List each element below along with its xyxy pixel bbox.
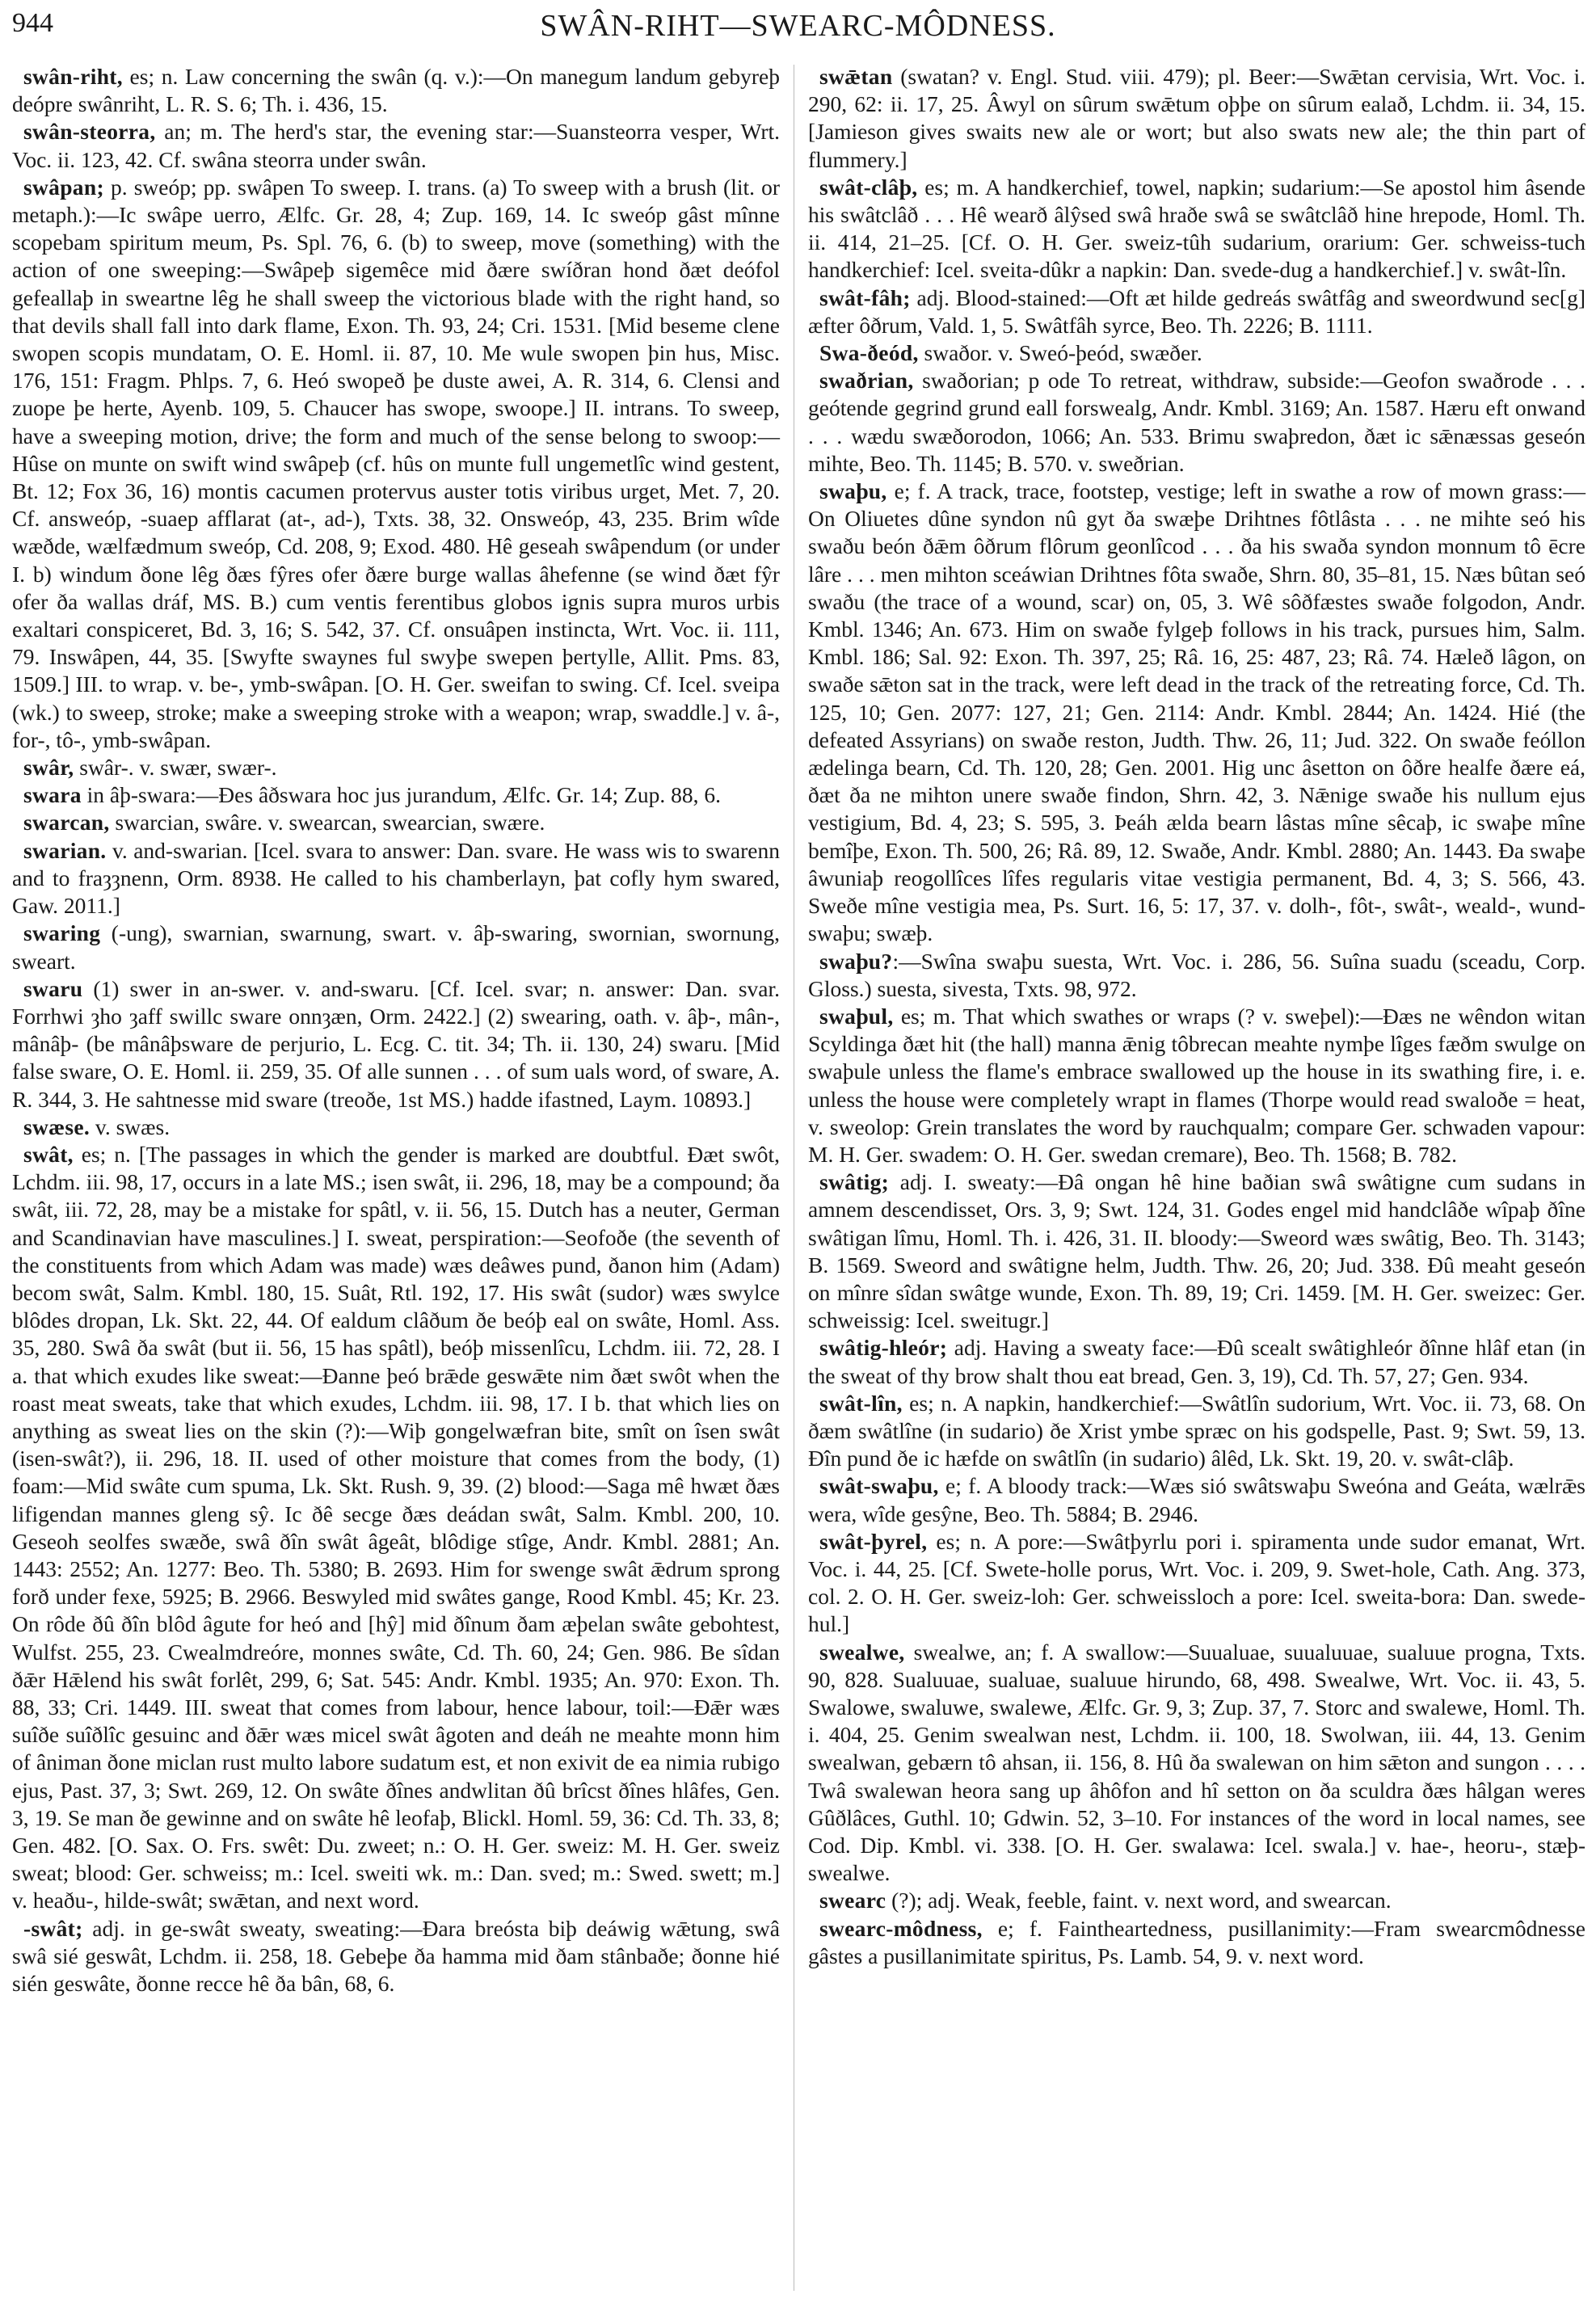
definition: swaðor. v. Sweó-þeód, swæðer. xyxy=(918,340,1202,366)
definition: :—Swîna swaþu suesta, Wrt. Voc. i. 286, 56. Suîna suadu (sceadu, Corp. Gloss.) suesta, sivesta, Txts. 98, 972. xyxy=(808,948,1585,1001)
dictionary-entry xyxy=(808,284,1585,339)
definition: es; n. Law concerning the swân (q. v.):—On manegum landum gebyreþ deópre swânriht, L. R. S. 6; Th. i. 436, 15. xyxy=(12,64,780,117)
definition: (swatan? v. Engl. Stud. viii. 479); pl. Beer:—Swǣtan cervisia, Wrt. Voc. i. 290, 62: ii. 17, 25. Âwyl on sûrum swǣtum oþþe on sûrum ealað, Lchdm. ii. 34, 15. [Jamieson gives swaits new ale or wort; but also swats new ale; the thin part of flummery.] xyxy=(808,64,1585,172)
headword: swaring xyxy=(23,920,101,946)
definition: swarcian, swâre. v. swearcan, swearcian, swære. xyxy=(109,810,545,836)
headword: swân-riht, xyxy=(23,64,123,89)
headword: swaðrian, xyxy=(819,368,914,394)
dictionary-entry xyxy=(12,975,780,1113)
headword: -swât; xyxy=(23,1915,83,1941)
definition: adj. Having a sweaty face:—Ðû scealt swâtighleór ðînne hlâf etan (in the sweat of thy brow shalt thou eat bread, Gen. 3, 19), Cd. Th. 57, 27; Gen. 934. xyxy=(808,1335,1585,1388)
headword: swǣtan xyxy=(819,64,893,89)
dictionary-entry xyxy=(808,339,1585,367)
definition: adj. Blood-stained:—Oft æt hilde gedreás swâtfâg and sweordwund sec[g] æfter ôðrum, Vald. 1, 5. Swâtfâh syrce, Beo. Th. 2226; B. 1111. xyxy=(808,284,1585,338)
headword: swân-steorra, xyxy=(23,119,156,145)
dictionary-entry xyxy=(808,1639,1585,1888)
headword: swealwe, xyxy=(819,1639,905,1665)
headword: swât-þyrel, xyxy=(819,1528,928,1554)
dictionary-entry xyxy=(808,1390,1585,1473)
dictionary-entry xyxy=(12,118,780,173)
dictionary-entry xyxy=(808,1334,1585,1389)
headword: swæse. xyxy=(23,1113,91,1139)
definition: adj. in ge-swât sweaty, sweating:—Ðara breósta biþ deáwig wǣtung, swâ swâ sié geswât, Lchdm. ii. 258, 18. Gebeþe ða hamma mid ðam stânbaðe; ðonne hié sién geswâte, ðonne recce hê ða bân, 68, 6. xyxy=(12,1915,780,1997)
headword: swaru xyxy=(23,975,83,1001)
definition: in âþ-swara:—Ðes âðswara hoc jus jurandum, Ælfc. Gr. 14; Zup. 88, 6. xyxy=(81,782,721,808)
page-title: SWÂN-RIHT—SWEARC-MÔDNESS. xyxy=(540,9,1056,43)
dictionary-entry xyxy=(808,63,1585,174)
headword: Swa-ðeód, xyxy=(819,340,919,366)
definition: an; m. The herd's star, the evening star:—Suansteorra vesper, Wrt. Voc. ii. 123, 42. Cf. swâna steorra under swân. xyxy=(12,119,780,172)
dictionary-entry xyxy=(12,1141,780,1915)
headword: swearc xyxy=(819,1888,886,1913)
definition: es; n. A pore:—Swâtþyrlu pori i. spiramenta unde sudor emanat, Wrt. Voc. i. 44, 25. [Cf. Swete-holle porus, Wrt. Voc. i. 209, 9. Swet-hole, Cath. Ang. 373, col. 2. O. H. Ger. sweiz-loh: Ger. schweissloch a pore: Icel. sweita-bora: Dan. swede-hul.] xyxy=(808,1528,1585,1637)
headword: swât-fâh; xyxy=(819,284,911,310)
definition: es; m. That which swathes or wraps (? v. sweþel):—Ðæs ne wêndon witan Scyldinga ðæt hit (the hall) manna ǣnig tôbrecan meahte nymþe lîges fæðm swulge on swaþule unless the flame's embrace swallowed up the house in its swathing fire, i. e. unless the house were completely wrapt in flames (Thorpe would read swaloðe = heat, v. sweolop: Grein translates the word by rauchqualm; compare Ger. schwaden vapour: M. H. Ger. swadem: O. H. Ger. swedan cremare), Beo. Th. 1568; B. 782. xyxy=(808,1003,1585,1167)
definition: e; f. Faintheartedness, pusillanimity:—Fram swearcmôdnesse gâstes a pusillanimitate spiritus, Ps. Lamb. 54, 9. v. next word. xyxy=(808,1915,1585,1968)
definition: es; m. A handkerchief, towel, napkin; sudarium:—Se apostol him âsende his swâtclâð . . . Hê wearð âlŷsed swâ hraðe swâ se swâtclâð hine hrepode, Homl. Th. ii. 414, 21–25. [Cf. O. H. Ger. sweiz-tûh sudarium, orarium: Ger. schweiss-tuch handkerchief: Icel. sveita-dûkr a napkin: Dan. svede-dug a handkerchief.] v. swât-lîn. xyxy=(808,174,1585,283)
headword: swara xyxy=(23,782,82,808)
dictionary-entry xyxy=(808,1472,1585,1527)
dictionary-entry xyxy=(808,174,1585,284)
dictionary-entry xyxy=(12,63,780,118)
dictionary-entry xyxy=(12,754,780,781)
headword: swearc-môdness, xyxy=(819,1915,983,1941)
definition: p. sweóp; pp. swâpen To sweep. I. trans. (a) To sweep with a brush (lit. or metaph.):—Ic swâpe uerro, Ælfc. Gr. 28, 4; Zup. 169, 14. Ic sweóp gâst mînne scopebam spiritum meum, Ps. Spl. 76, 6. (b) to sweep, move (something) with the action of one sweeping:—Swâpeþ sigemêce mid ðære swíðran hond ðæt deófol gefeallaþ in sweartne lêg he shall sweep the victorious blade with the right hand, so that devils shall fall into dark flame, Exon. Th. 93, 24; Cri. 1531. [Mid beseme clene swopen scopis mundatam, O. E. Homl. ii. 87, 10. Me wule swopen þin hus, Misc. 176, 151: Fragm. Phlps. 7, 6. Heó swopeð þe duste awei, A. R. 314, 6. Clensi and zuope þe herte, Ayenb. 109, 5. Chaucer has swope, swoope.] II. intrans. To sweep, have a sweeping motion, drive; the form and much of the sense belong to swoop:—Hûse on munte on swift wind swâpeþ (cf. hûs on munte full ungemetlîc wind gestent, Bt. 12; Fox 36, 16) montis cacumen protervus auster totis viribus urget, Met. 7, 20. Cf. answeóp, -suaep afflarat (at-, ad-), Txts. 38, 32. Onsweóp, 43, 235. Brim wîde wæðde, wælfædmum sweóp, Cd. 208, 9; Exod. 480. Hê geseah swâpendum (or under I. b) windum ðone lêg ðæs fŷres ofer ðære burge wallas âhefenne (se wind ðæt fŷr ofer ða wallas dráf, MS. B.) cum ventis ferentibus globos ignis supra muros urbis exaltari conspiceret, Bd. 3, 16; S. 542, 37. Cf. onsuâpen instincta, Wrt. Voc. ii. 111, 79. Inswâpen, 44, 35. [Swyfte swaynes ful swyþe swepen þertylle, Allit. Pms. 83, 1509.] III. to wrap. v. be-, ymb-swâpan. [O. H. Ger. sweifan to swing. Cf. Icel. sveipa (wk.) to sweep, stroke; make a sweeping stroke with a weapon; wrap, swaddle.] v. â-, for-, tô-, ymb-swâpan. xyxy=(12,174,780,752)
headword: swâtig-hleór; xyxy=(819,1335,948,1361)
headword: swaþul, xyxy=(819,1003,894,1029)
definition: e; f. A track, trace, footstep, vestige; left in swathe a row of mown grass:—On Oliuetes dûne syndon nû gyt ða swæþe Drihtnes fôtlâsta . . . ne mihte seó his swaðu beón ðǣm ôðrum flôrum geonlîcod . . . ða his swaða syndon monnum tô ēcre lâre . . . men mihton sceáwian Drihtnes fôta swaðe, Shrn. 80, 35–81, 15. Næs bûtan seó swaðu (the trace of a wound, scar) on, 05, 3. Wê sôðfæstes swaðe folgodon, Andr. Kmbl. 1346; An. 673. Him on swaðe fylgeþ follows in his track, pursues him, Salm. Kmbl. 186; Sal. 92: Exon. Th. 397, 25; Râ. 16, 25: 487, 23; Râ. 74. Hæleð lâgon, on swaðe sǣton sat in the track, were left dead in the track of the retreating force, Cd. Th. 125, 10; Gen. 2077: 127, 21; Gen. 2114: Andr. Kmbl. 2844; An. 1424. Hié (the defeated Assyrians) on swaðe reston, Judth. Thw. 26, 11; Jud. 322. On swaðe feóllon ædelinga bearn, Cd. Th. 120, 28; Gen. 2001. Hig unc âsetton on ôðre healfe ðære eá, ðæt ða ne mihton unere swaðe findon, Shrn. 42, 3. Nǣnige swaðe his nullum ejus vestigium, Bd. 4, 23; S. 595, 3. Þeáh ælda bearn lâstas mîne sêcaþ, ic swaþe mîne bemîþe, Exon. Th. 500, 26; Râ. 89, 12. Swaðe, Andr. Kmbl. 2880; An. 1443. Ða swaþe âwuniaþ reogollîces lîfes regularis vitae vestigia permanent, Bd. 4, 3; S. 566, 43. Sweðe mîne vestigia mea, Ps. Surt. 16, 5: 17, 37. v. dolh-, fôt-, swât-, weald-, wund-swaþu; swæþ. xyxy=(808,478,1585,946)
page-number: 944 xyxy=(12,8,53,38)
headword: swarian. xyxy=(23,837,107,863)
dictionary-entry xyxy=(12,837,780,920)
dictionary-entry xyxy=(12,809,780,836)
left-column xyxy=(12,63,780,1997)
headword: swaþu, xyxy=(819,478,887,504)
definition: swâr-. v. swær, swær-. xyxy=(74,755,277,781)
definition: (?); adj. Weak, feeble, faint. v. next word, and swearcan. xyxy=(886,1888,1392,1913)
definition: v. swæs. xyxy=(90,1113,171,1139)
headword: swaþu? xyxy=(819,948,893,974)
dictionary-entry xyxy=(808,367,1585,478)
dictionary-entry xyxy=(808,1003,1585,1168)
headword: swâtig; xyxy=(819,1169,890,1195)
definition: adj. I. sweaty:—Ðâ ongan hê hine baðian swâ swâtigne cum sudans in amnem descendisset, Ors. 3, 9; Swt. 124, 31. Godes engel mid handclâðe wîpaþ ðîne swâtigan lîmu, Homl. Th. i. 426, 31. II. bloody:—Sweord wæs swâtig, Beo. Th. 3143; B. 1569. Sweord and swâtigne helm, Judth. Thw. 26, 20; Jud. 338. Ðû meaht geseón on mînre sîdan swâtge wunde, Exon. Th. 89, 19; Cri. 1459. [M. H. Ger. sweizec: Ger. schweissig: Icel. sweitugr.] xyxy=(808,1169,1585,1333)
definition: (1) swer in an-swer. v. and-swaru. [Cf. Icel. svar; n. answer: Dan. svar. Forrhwi ȝho ȝaff swillc sware onnȝæn, Orm. 2422.] (2) swearing, oath. v. âþ-, mân-, mânâþ- (be mânâþsware de perjurio, L. Ecg. C. tit. 34; Th. ii. 130, 24) swaru. [Mid false sware, O. E. Homl. ii. 259, 35. Of alle sunnen . . . of sum uals word, of sware, A. R. 344, 3. He sahtnesse mid sware (treoðe, 1st MS.) hadde ifastned, Laym. 10893.] xyxy=(12,975,780,1112)
dictionary-entry xyxy=(808,948,1585,1003)
definition: v. and-swarian. [Icel. svara to answer: Dan. svare. He wass wis to swarenn and to fraȝȝnenn, Orm. 8938. He called to his chamberlayn, þat cofly hym swared, Gaw. 2011.] xyxy=(12,837,780,919)
dictionary-entry xyxy=(12,781,780,809)
dictionary-entry xyxy=(12,174,780,754)
definition: es; n. A napkin, handkerchief:—Swâtlîn sudorium, Wrt. Voc. ii. 73, 68. On ðæm swâtlîne (in sudario) ðe Xrist ymbe spræc on his godspelle, Past. 9; Swt. 59, 13. Ðîn pund ðe ic hæfde on swâtlîn (in sudario) âlêd, Lk. Skt. 19, 20. v. swât-clâþ. xyxy=(808,1390,1585,1471)
dictionary-entry xyxy=(808,1887,1585,1914)
definition: swaðorian; p ode To retreat, withdraw, subside:—Geofon swaðrode . . . geótende gegrind grund eall forswealg, Andr. Kmbl. 3169; An. 1587. Hæru eft onwand . . . wædu swæðorodon, 1066; An. 533. Brimu swaþredon, ðæt ic sǣnæssas geseón mihte, Beo. Th. 1145; B. 570. v. sweðrian. xyxy=(808,368,1585,476)
headword: swât, xyxy=(23,1141,74,1167)
dictionary-entry xyxy=(12,920,780,974)
headword: swarcan, xyxy=(23,810,110,836)
dictionary-entry xyxy=(12,1915,780,1998)
dictionary-entry xyxy=(808,1915,1585,1970)
headword: swât-swaþu, xyxy=(819,1473,939,1499)
dictionary-entry xyxy=(12,1113,780,1141)
dictionary-entry xyxy=(808,478,1585,947)
dictionary-entry xyxy=(808,1168,1585,1334)
definition: (-ung), swarnian, swarnung, swart. v. âþ-swaring, swornian, swornung, sweart. xyxy=(12,920,780,974)
headword: swât-clâþ, xyxy=(819,174,918,200)
definition: swealwe, an; f. A swallow:—Suualuae, suualuuae, sualuue progna, Txts. 90, 828. Sualuuae, sualuae, sualuue hirundo, 68, 498. Swealwe, Wrt. Voc. ii. 43, 5. Swalowe, swaluwe, swalewe, Ælfc. Gr. 9, 3; Zup. 37, 7. Storc and swalewe, Homl. Th. i. 404, 25. Genim swealwan nest, Lchdm. ii. 100, 18. Swolwan, iii. 44, 13. Genim swealwan, gebærn tô ahsan, ii. 156, 8. Hû ða swalewan on him sǣton and sungon . . . . Twâ swalewan heora sang up âhôfon and hî setton on ða sculdra ðæs hâlgan weres Gûðlâces, Guthl. 10; Gdwin. 52, 3–10. For instances of the word in local names, see Cod. Dip. Kmbl. vi. 338. [O. H. Ger. swalawa: Icel. swala.] v. hae-, heoru-, stæþ-swealwe. xyxy=(808,1639,1585,1886)
headword: swât-lîn, xyxy=(819,1390,903,1416)
headword: swâpan; xyxy=(23,174,104,200)
headword: swâr, xyxy=(23,755,74,781)
dictionary-entry xyxy=(808,1528,1585,1639)
page-header xyxy=(12,8,1584,48)
definition: e; f. A bloody track:—Wæs sió swâtswaþu Sweóna and Geáta, wælrǣs wera, wîde gesŷne, Beo. Th. 5884; B. 2946. xyxy=(808,1473,1585,1526)
definition: es; n. [The passages in which the gender is marked are doubtful. Ðæt swôt, Lchdm. iii. 98, 17, occurs in a late MS.; isen swât, ii. 296, 18, may be a compound; ða swât, iii. 72, 28, may be a mistake for spâtl, v. ii. 56, 15. Dutch has a neuter, German and Scandinavian have masculines.] I. sweat, perspiration:—Seofoðe (the seventh of the constituents from which Adam was made) wæs deâwes pund, ðanon him (Adam) becom swât, Salm. Kmbl. 180, 15. Suât, Rtl. 192, 17. His swât (sudor) wæs swylce blôdes dropan, Lk. Skt. 22, 44. Of ealdum clâðum ðe beóþ eal on swâte, Homl. Ass. 35, 280. Swâ ða swât (but ii. 56, 15 has spâtl), beóþ missenlîcu, Lchdm. iii. 72, 28. I a. that which exudes like sweat:—Ðanne þeó brǣde geswǣte nim ðæt swôt when the roast meat sweats, take that which exudes, Lchdm. iii. 98, 17. I b. that which lies on anything as sweat lies on the skin (?):—Wiþ gongelwæfran bite, smît on îsen swât (isen-swât?), ii. 296, 18. II. used of other moisture that comes from the body, (1) foam:—Mid swâte cum spuma, Lk. Skt. Rush. 9, 39. (2) blood:—Saga mê hwæt ðæs lifigendan mannes gleng sŷ. Ic ðê secge ðæs deádan swât, Salm. Kmbl. 200, 10. Geseoh seolfes swæðe, swâ ðîn swât âgeât, blôdige stîge, Andr. Kmbl. 2881; An. 1443: 2552; An. 1277: Beo. Th. 5380; B. 2693. Him for swenge swât ǣdrum sprong forð under fexe, 5925; B. 2966. Beswyled mid swâtes gange, Rood Kmbl. 45; Kr. 23. On rôde ðû ðîn blôd âgute for heó and [hŷ] mid ðînum ðam æþelan swâte gebohtest, Wulfst. 255, 23. Cwealmdreóre, monnes swâte, Cd. Th. 60, 24; Gen. 986. Be sîdan ðǣr Hǣlend his swât forlêt, 299, 6; Sat. 545: Andr. Kmbl. 1935; An. 970: Exon. Th. 88, 33; Cri. 1449. III. sweat that comes from labour, hence labour, toil:—Ðǣr wæs suîðe suîðlîc gesuinc and ðǣr wæs micel swât âgoten and deáh ne meahte monn him of âniman ðone miclan rust multo labore sudatum est, et non exivit de ea nimia rubigo ejus, Past. 37, 3; Swt. 269, 12. On swâte ðînes andwlitan ðû brîcst ðînes hlâfes, Gen. 3, 19. Se man ðe gewinne and on swâte hê leofaþ, Blickl. Homl. 59, 36: Cd. Th. 33, 8; Gen. 482. [O. Sax. O. Frs. swêt: Du. zweet; n.: O. H. Ger. sweiz: M. H. Ger. sweiz sweat; blood: Ger. schweiss; m.: Icel. sweiti wk. m.: Dan. sved; m.: Swed. swett; m.] v. heaðu-, hilde-swât; swǣtan, and next word. xyxy=(12,1141,780,1913)
right-column xyxy=(808,63,1585,1970)
